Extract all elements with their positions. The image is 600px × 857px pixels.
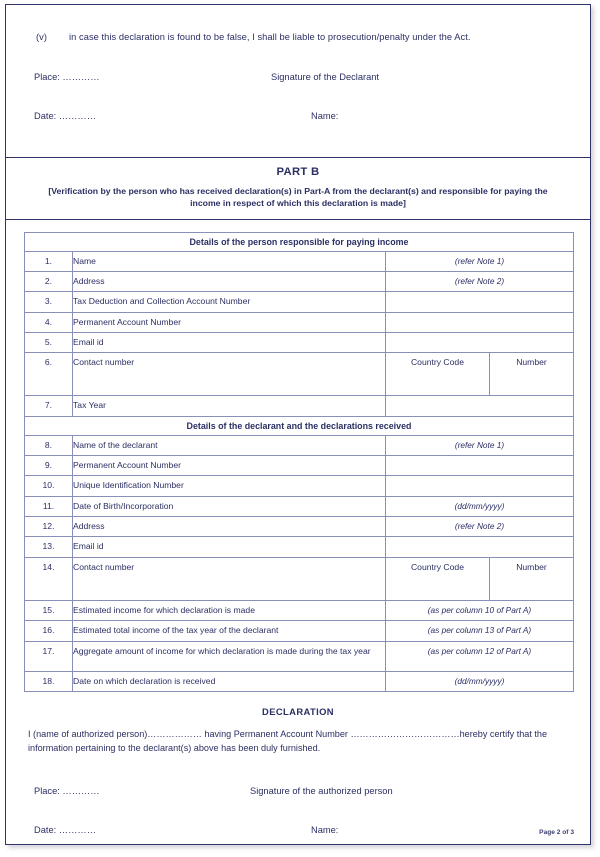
- row-label: Address: [73, 517, 386, 537]
- row-value-field[interactable]: [385, 537, 573, 557]
- clause-text: in case this declaration is found to be false, I shall be liable to prosecution/penalty under the Act.: [69, 32, 471, 42]
- document-page: [5, 4, 591, 845]
- row-number: 11.: [25, 496, 73, 516]
- signature-of-authorized-person-label: Signature of the authorized person: [250, 786, 393, 797]
- row-value-field[interactable]: [385, 476, 573, 496]
- row-label: Permanent Account Number: [73, 312, 386, 332]
- date-label: Date: …………: [34, 825, 96, 836]
- table-row: [25, 476, 574, 496]
- name-label: Name:: [311, 110, 339, 121]
- row-number: 7.: [25, 396, 73, 416]
- name-label: Name:: [311, 825, 339, 836]
- row-number: 16.: [25, 621, 73, 641]
- row-value-field[interactable]: (refer Note 1): [385, 251, 573, 271]
- row-value-field[interactable]: [385, 456, 573, 476]
- table-row: [25, 496, 574, 516]
- country-code-header: Country Code: [385, 557, 489, 600]
- number-header: Number: [489, 557, 573, 600]
- row-label: Contact number: [73, 557, 386, 600]
- row-value-field[interactable]: [385, 333, 573, 353]
- authorized-place-signature-row: [28, 755, 590, 796]
- row-value-field[interactable]: (as per column 10 of Part A): [385, 600, 573, 620]
- row-label: Address: [73, 272, 386, 292]
- authorized-person-signature-block: [6, 755, 590, 835]
- part-b-title: PART B: [276, 166, 320, 178]
- row-value-field[interactable]: (as per column 13 of Part A): [385, 621, 573, 641]
- number-header: Number: [489, 353, 573, 396]
- row-number: 8.: [25, 435, 73, 455]
- table-row: [25, 600, 574, 620]
- table-row-contact: [25, 353, 574, 396]
- row-number: 13.: [25, 537, 73, 557]
- table-row: [25, 671, 574, 691]
- row-label: Estimated total income of the tax year of the declarant: [73, 621, 386, 641]
- table-row: [25, 312, 574, 332]
- row-number: 5.: [25, 333, 73, 353]
- section-header-row-payer: [25, 232, 574, 251]
- row-label: Name of the declarant: [73, 435, 386, 455]
- table-row: [25, 435, 574, 455]
- row-number: 6.: [25, 353, 73, 396]
- row-label: Permanent Account Number: [73, 456, 386, 476]
- row-label: Name: [73, 251, 386, 271]
- section-header-payer: Details of the person responsible for paying income: [25, 232, 574, 251]
- part-b-header-band: [6, 157, 590, 220]
- authorized-date-name-row: [28, 796, 590, 835]
- declaration-section: [6, 692, 590, 755]
- table-row: [25, 251, 574, 271]
- row-value-field[interactable]: [385, 312, 573, 332]
- clause-number: (v): [36, 32, 48, 42]
- row-number: 2.: [25, 272, 73, 292]
- row-number: 1.: [25, 251, 73, 271]
- date-label: Date: …………: [34, 110, 96, 121]
- place-label: Place: …………: [34, 786, 100, 797]
- row-label: Tax Deduction and Collection Account Number: [73, 292, 386, 312]
- declarant-date-name-row: [6, 82, 590, 121]
- place-label: Place: …………: [34, 71, 100, 82]
- signature-of-declarant-label: Signature of the Declarant: [271, 71, 380, 82]
- country-code-header: Country Code: [385, 353, 489, 396]
- page-number-footer: Page 2 of 3: [539, 829, 574, 836]
- table-row: [25, 641, 574, 671]
- part-a-continuation: [6, 5, 590, 157]
- clause-v: [6, 5, 590, 44]
- row-value-field[interactable]: (refer Note 1): [385, 435, 573, 455]
- row-label: Unique Identification Number: [73, 476, 386, 496]
- row-number: 12.: [25, 517, 73, 537]
- row-number: 18.: [25, 671, 73, 691]
- table-row: [25, 292, 574, 312]
- form-table-container: [6, 220, 590, 692]
- table-row: [25, 333, 574, 353]
- table-row: [25, 621, 574, 641]
- declarant-place-signature-row: [6, 44, 590, 82]
- row-value-field[interactable]: (dd/mm/yyyy): [385, 496, 573, 516]
- part-b-subtitle: [Verification by the person who has received declaration(s) in Part-A from the declarant(s) and responsible for paying the income in respect of which this declaration is made]: [48, 186, 548, 209]
- row-label: Email id: [73, 537, 386, 557]
- row-label: Estimated income for which declaration is made: [73, 600, 386, 620]
- row-label: Date on which declaration is received: [73, 671, 386, 691]
- table-row: [25, 456, 574, 476]
- row-label: Tax Year: [73, 396, 386, 416]
- row-number: 4.: [25, 312, 73, 332]
- table-row: [25, 517, 574, 537]
- row-label: Email id: [73, 333, 386, 353]
- row-number: 10.: [25, 476, 73, 496]
- table-row: [25, 272, 574, 292]
- table-row: [25, 537, 574, 557]
- row-number: 17.: [25, 641, 73, 671]
- row-value-field[interactable]: (refer Note 2): [385, 272, 573, 292]
- row-value-field[interactable]: (dd/mm/yyyy): [385, 671, 573, 691]
- row-value-field[interactable]: [385, 292, 573, 312]
- row-number: 9.: [25, 456, 73, 476]
- section-header-row-declarant: [25, 416, 574, 435]
- table-row: [25, 396, 574, 416]
- row-label: Date of Birth/Incorporation: [73, 496, 386, 516]
- row-number: 3.: [25, 292, 73, 312]
- row-value-field[interactable]: (refer Note 2): [385, 517, 573, 537]
- row-value-field[interactable]: (as per column 12 of Part A): [385, 641, 573, 671]
- row-number: 15.: [25, 600, 73, 620]
- section-header-declarant: Details of the declarant and the declarations received: [25, 416, 574, 435]
- part-b-form-table: [24, 232, 574, 692]
- row-label: Aggregate amount of income for which declaration is made during the tax year: [73, 641, 386, 671]
- table-row-contact: [25, 557, 574, 600]
- row-number: 14.: [25, 557, 73, 600]
- row-value-field[interactable]: [385, 396, 573, 416]
- declaration-body: I (name of authorized person)……………… having Permanent Account Number ………………………………hereby certify that the information pertaining to the declarant(s) above has been duly furnished.: [28, 728, 548, 753]
- row-label: Contact number: [73, 353, 386, 396]
- declaration-title: DECLARATION: [262, 705, 334, 717]
